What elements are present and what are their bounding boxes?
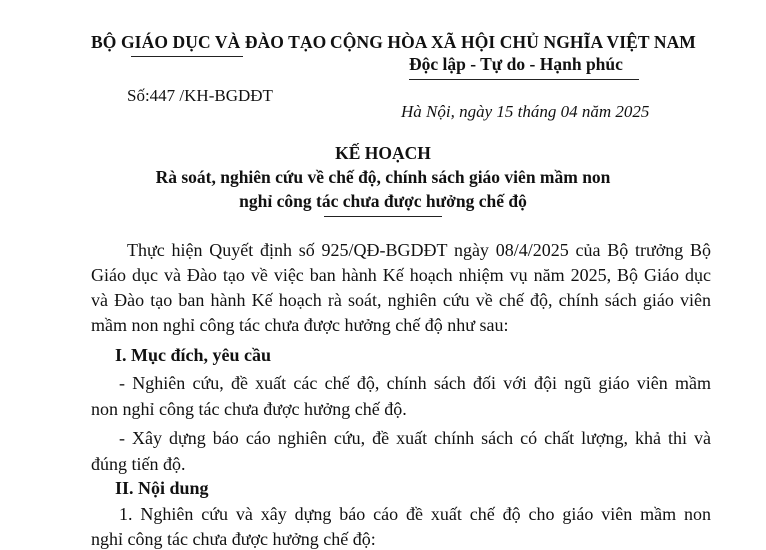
intro-line-2: Giáo dục và Đào tạo về việc ban hành Kế hoạch nhiệm vụ năm 2025, Bộ Giáo dục — [91, 265, 711, 285]
issuing-ministry: BỘ GIÁO DỤC VÀ ĐÀO TẠO — [91, 32, 327, 52]
document-number: Số:447 /KH-BGDĐT — [127, 86, 273, 105]
national-motto: Độc lập - Tự do - Hạnh phúc — [409, 54, 623, 74]
document-subtitle-line-2: nghỉ công tác chưa được hưởng chế độ — [239, 191, 527, 211]
section-1-item-2-line-2: đúng tiến độ. — [91, 454, 186, 474]
document-title: KẾ HOẠCH — [335, 143, 431, 163]
section-2-item-1-line-2: nghỉ công tác chưa được hưởng chế độ: — [91, 529, 376, 549]
section-1-item-1-line-1: - Nghiên cứu, đề xuất các chế độ, chính sách đối với đội ngũ giáo viên mầm — [119, 373, 711, 393]
intro-line-1: Thực hiện Quyết định số 925/QĐ-BGDĐT ngày 08/4/2025 của Bộ trưởng Bộ — [127, 240, 711, 260]
motto-underline — [409, 79, 639, 80]
document-date: Hà Nội, ngày 15 tháng 04 năm 2025 — [401, 102, 650, 121]
intro-line-3: và Đào tạo ban hành Kế hoạch rà soát, nghiên cứu về chế độ, chính sách giáo viên — [91, 290, 711, 310]
intro-line-4: mầm non nghỉ công tác chưa được hưởng chế độ như sau: — [91, 315, 509, 335]
section-1-item-2-line-1: - Xây dựng báo cáo nghiên cứu, đề xuất chính sách có chất lượng, khả thi và — [119, 428, 711, 448]
section-1-heading: I. Mục đích, yêu cầu — [115, 345, 272, 365]
title-underline — [324, 216, 442, 217]
ministry-underline — [131, 56, 243, 57]
section-2-heading: II. Nội dung — [115, 478, 209, 498]
national-title: CỘNG HÒA XÃ HỘI CHỦ NGHĨA VIỆT NAM — [330, 32, 696, 52]
section-1-item-1-line-2: non nghỉ công tác chưa được hưởng chế độ. — [91, 399, 407, 419]
section-2-item-1-line-1: 1. Nghiên cứu và xây dựng báo cáo đề xuất chế độ cho giáo viên mầm non — [119, 504, 711, 524]
document-subtitle-line-1: Rà soát, nghiên cứu về chế độ, chính sách giáo viên mầm non — [155, 167, 611, 187]
